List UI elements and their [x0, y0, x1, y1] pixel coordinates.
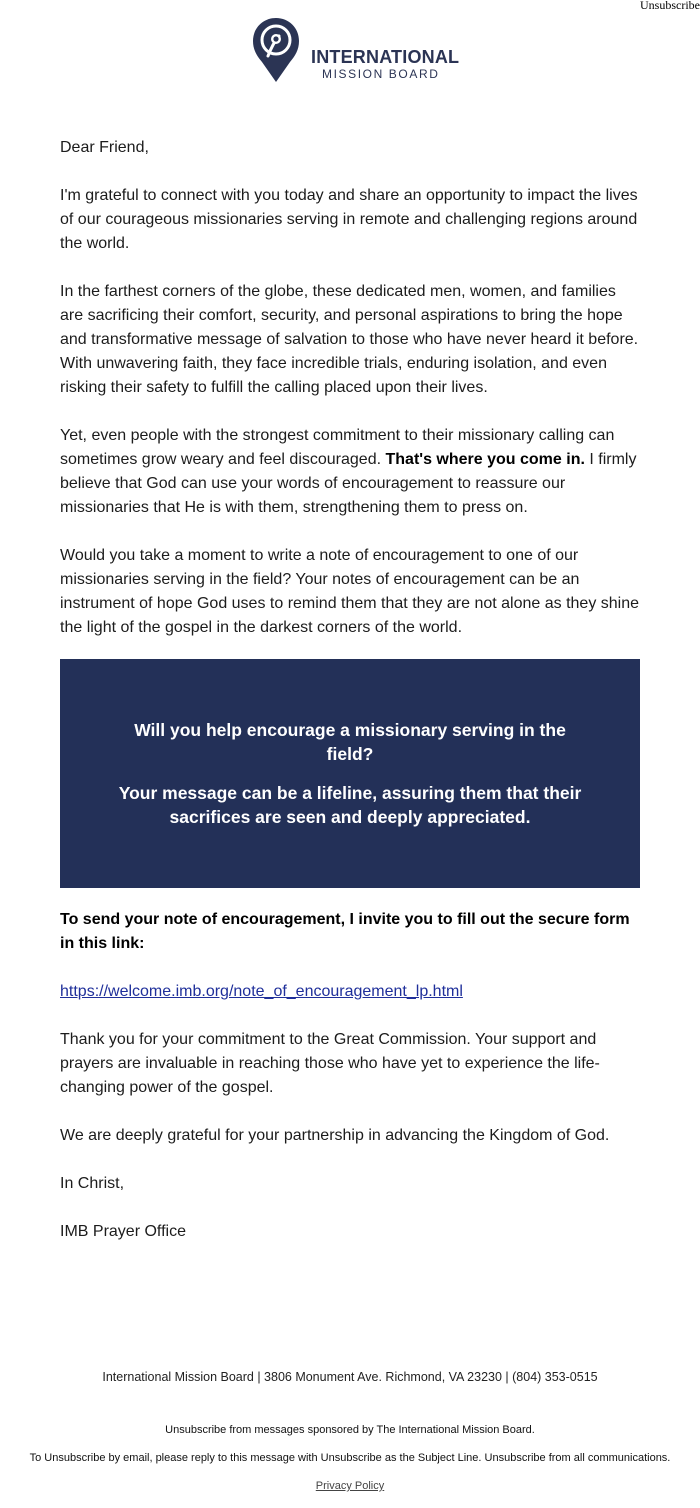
- footer-unsubscribe-email[interactable]: To Unsubscribe by email, please reply to this message with Unsubscribe as the Subject Line. Unsubscribe from all communications.: [29, 1452, 671, 1464]
- imb-logo: [252, 16, 460, 84]
- banner-message: Your message can be a lifeline, assuring them that their sacrifices are seen and deeply appreciated.: [118, 783, 582, 827]
- closing-section: [60, 908, 642, 1268]
- letter-body: [60, 136, 642, 664]
- paragraph-intro: I'm grateful to connect with you today and share an opportunity to impact the lives of our courageous missionaries serving in remote and challenging regions around the world.: [60, 187, 638, 252]
- banner-question: Will you help encourage a missionary serving in the field?: [134, 720, 566, 764]
- signature: IMB Prayer Office: [60, 1223, 186, 1240]
- map-pin-logo-icon: [252, 16, 300, 84]
- paragraph-encouragement-end: I firmly believe that God can use your words of encouragement to reassure our missionaries that He is with them, strengthening them to press on.: [60, 451, 637, 516]
- thanks-paragraph: Thank you for your commitment to the Great Commission. Your support and prayers are invaluable in reaching those who have yet to experience the life-changing power of the gospel.: [60, 1031, 600, 1096]
- gratitude-paragraph: We are deeply grateful for your partnership in advancing the Kingdom of God.: [60, 1127, 610, 1144]
- footer-unsubscribe-sponsored[interactable]: Unsubscribe from messages sponsored by The International Mission Board.: [165, 1424, 535, 1436]
- sign-off: In Christ,: [60, 1175, 125, 1192]
- logo-text-mission-board: MISSION BOARD: [322, 67, 440, 81]
- unsubscribe-link-top[interactable]: Unsubscribe: [640, 0, 700, 12]
- footer-address: International Mission Board | 3806 Monument Ave. Richmond, VA 23230 | (804) 353-0515: [102, 1370, 598, 1384]
- logo-text-international: INTERNATIONAL: [311, 47, 460, 67]
- form-instruction: To send your note of encouragement, I invite you to fill out the secure form in this link:: [60, 911, 630, 952]
- paragraph-encouragement: [60, 424, 642, 520]
- greeting: Dear Friend,: [60, 139, 149, 156]
- paragraph-encouragement-bold: That's where you come in.: [385, 451, 585, 468]
- paragraph-missionaries: In the farthest corners of the globe, these dedicated men, women, and families are sacrificing their comfort, security, and personal aspirations to bring the hope and transformative message of salvation to those who have never heard it before. With unwavering faith, they face incredible trials, enduring isolation, and even risking their safety to fulfill the calling placed upon their lives.: [60, 283, 639, 396]
- call-to-action-banner: [60, 659, 640, 888]
- privacy-policy-link[interactable]: Privacy Policy: [315, 1480, 385, 1492]
- footer-privacy-row: [0, 1479, 700, 1493]
- form-link-paragraph: [60, 980, 642, 1004]
- paragraph-request: Would you take a moment to write a note of encouragement to one of our missionaries serving in the field? Your notes of encouragement can be an instrument of hope God uses to remind them that they are not alone as they shine the light of the gospel in the darkest corners of the world.: [60, 547, 640, 636]
- paragraph-encouragement-start: Yet, even people with the strongest commitment to their missionary calling can sometimes grow weary and feel discouraged.: [60, 427, 615, 468]
- form-link[interactable]: https://welcome.imb.org/note_of_encouragement_lp.html: [60, 983, 463, 1000]
